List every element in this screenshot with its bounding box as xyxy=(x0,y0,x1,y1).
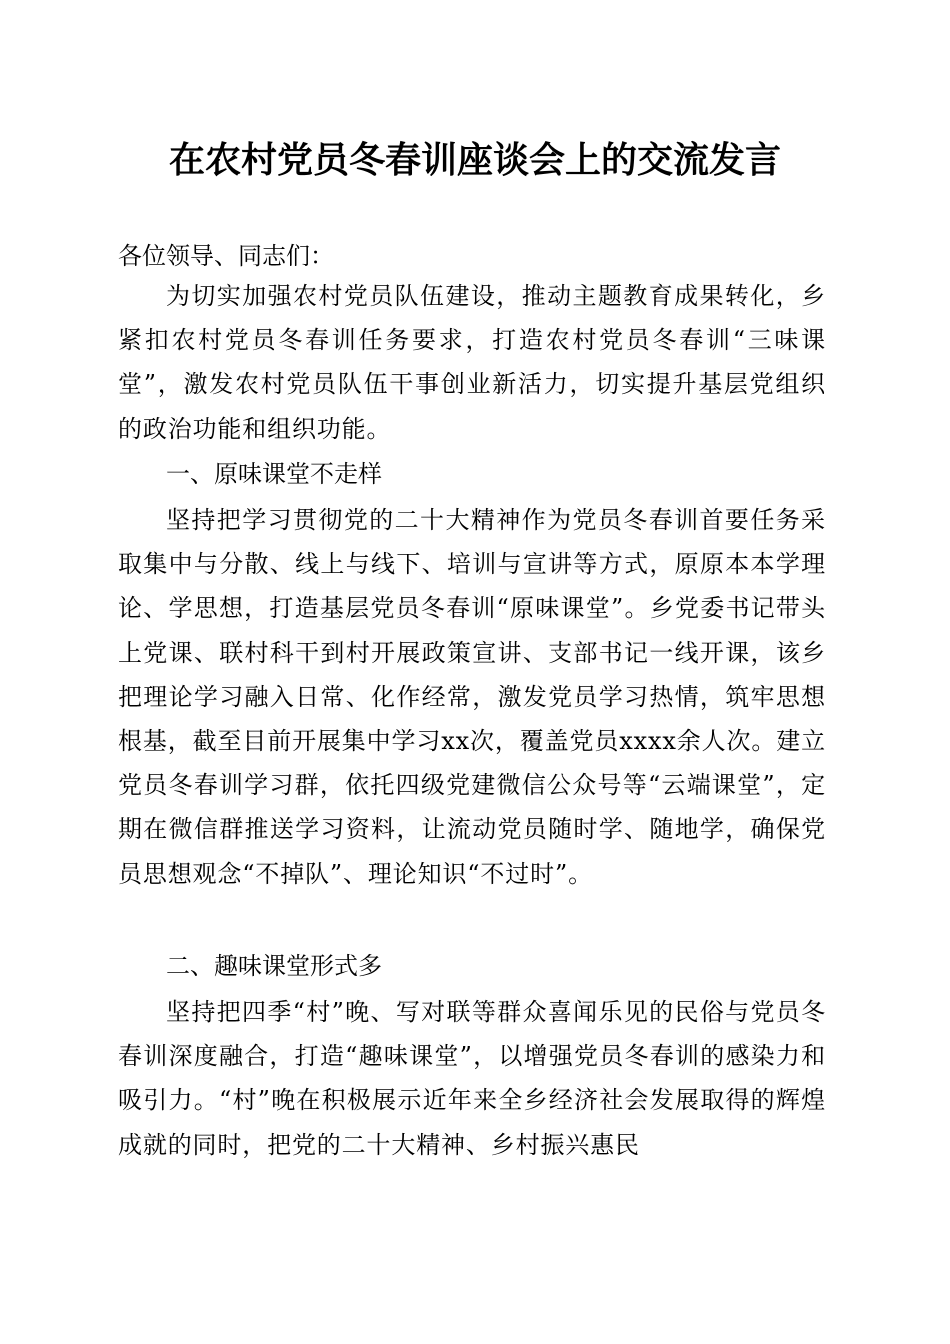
salutation: 各位领导、同志们： xyxy=(118,242,334,270)
section-heading-1: 一、原味课堂不走样 xyxy=(166,460,382,488)
section-1-paragraph: 坚持把学习贯彻党的二十大精神作为党员冬春训首要任务采取集中与分散、线上与线下、培训与宣讲等方式，原原本本学理论、学思想，打造基层党员冬春训“原味课堂”。乡党委书记带头上党课、联村科干到村开展政策宣讲、支部书记一线开课，该乡把理论学习融入日常、化作经常，激发党员学习热情，筑牢思想根基，截至目前开展集中学习xx次，覆盖党员xxxx余人次。建立党员冬春训学习群，依托四级党建微信公众号等“云端课堂”，定期在微信群推送学习资料，让流动党员随时学、随地学，确保党员思想观念“不掉队”、理论知识“不过时”。 xyxy=(118,506,826,888)
section-heading-2: 二、趣味课堂形式多 xyxy=(166,952,382,980)
intro-paragraph: 为切实加强农村党员队伍建设，推动主题教育成果转化，乡紧扣农村党员冬春训任务要求，打造农村党员冬春训“三味课堂”，激发农村党员队伍干事创业新活力，切实提升基层党组织的政治功能和组织功能。 xyxy=(118,282,826,443)
document-title: 在农村党员冬春训座谈会上的交流发言 xyxy=(168,139,781,181)
section-2-paragraph: 坚持把四季“村”晚、写对联等群众喜闻乐见的民俗与党员冬春训深度融合，打造“趣味课堂”，以增强党员冬春训的感染力和吸引力。“村”晚在积极展示近年来全乡经济社会发展取得的辉煌成就的同时，把党的二十大精神、乡村振兴惠民 xyxy=(118,998,826,1159)
